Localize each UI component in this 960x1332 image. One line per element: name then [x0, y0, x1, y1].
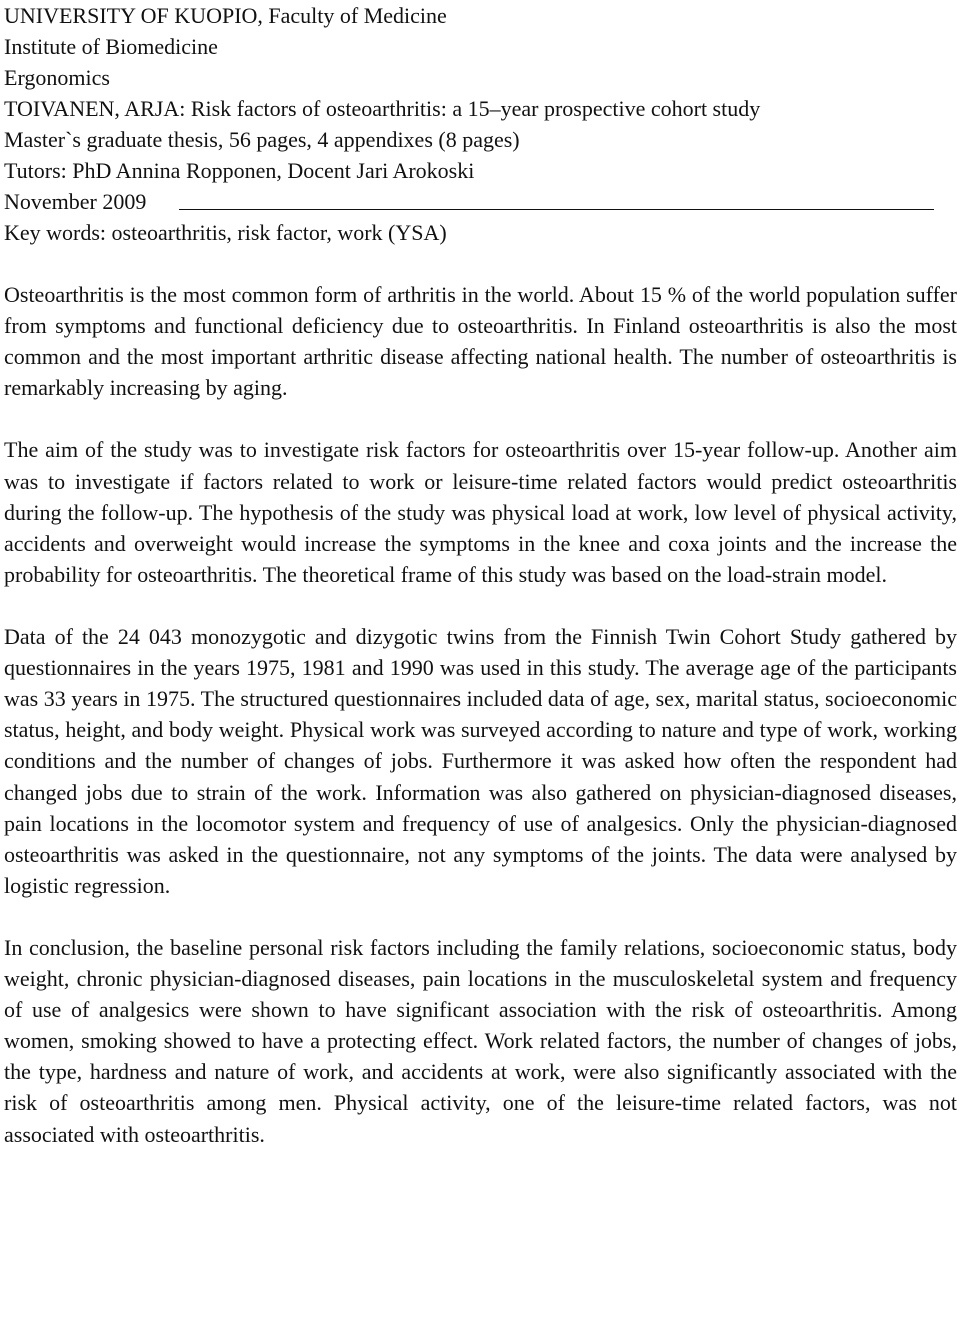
institute-line: Institute of Biomedicine — [4, 34, 218, 59]
abstract-paragraph-4: In conclusion, the baseline personal risk factors including the family relations, socioeconomic status, body weight, chronic physician-diagnosed diseases, pain locations in the musculoskeletal system and frequency of use of analgesics were shown to have significant association with the risk of osteoarthritis. Among women, smoking showed to have a protecting effect. Work related factors, the number of changes of jobs, the type, hardness and nature of work, and accidents at work, were also significantly associated with the risk of osteoarthritis among men. Physical activity, one of the leisure-time related factors, was not associated with osteoarthritis. — [4, 934, 957, 1147]
subject-line: Ergonomics — [4, 65, 110, 90]
thesis-info-line: Master`s graduate thesis, 56 pages, 4 appendixes (8 pages) — [4, 127, 520, 152]
tutors-line: Tutors: PhD Annina Ropponen, Docent Jari Arokoski — [4, 158, 475, 183]
university-line: UNIVERSITY OF KUOPIO, Faculty of Medicine — [4, 3, 447, 28]
keywords-line: Key words: osteoarthritis, risk factor, work (YSA) — [4, 220, 447, 245]
date-text: November 2009 — [4, 189, 147, 214]
abstract-paragraph-2: The aim of the study was to investigate risk factors for osteoarthritis over 15-year follow-up. Another aim was to investigate if factors related to work or leisure-time related factors would predict osteoarthritis during the follow-up. The hypothesis of the study was physical load at work, low level of physical activity, accidents and overweight would increase the symptoms in the knee and coxa joints and the increase the probability for osteoarthritis. The theoretical frame of this study was based on the load-strain model. — [4, 437, 957, 587]
date-underline — [179, 209, 934, 210]
abstract-body — [4, 279, 957, 1150]
thesis-header — [4, 0, 957, 248]
abstract-paragraph-3: Data of the 24 043 monozygotic and dizygotic twins from the Finnish Twin Cohort Study gathered by questionnaires in the years 1975, 1981 and 1990 was used in this study. The average age of the participants was 33 years in 1975. The structured questionnaires included data of age, sex, marital status, socioeconomic status, height, and body weight. Physical work was surveyed according to nature and type of work, working conditions and the number of changes of jobs. Furthermore it was asked how often the respondent had changed jobs due to strain of the work. Information was also gathered on physician-diagnosed diseases, pain locations in the locomotor system and frequency of use of analgesics. Only the physician-diagnosed osteoarthritis was asked in the questionnaire, not any symptoms of the joints. The data were analysed by logistic regression. — [4, 624, 957, 898]
abstract-paragraph-1: Osteoarthritis is the most common form of arthritis in the world. About 15 % of the world population suffer from symptoms and functional deficiency due to osteoarthritis. In Finland osteoarthritis is also the most common and the most important arthritic disease affecting national health. The number of osteoarthritis is remarkably increasing by aging. — [4, 282, 957, 401]
author-title-line: TOIVANEN, ARJA: Risk factors of osteoarthritis: a 15–year prospective cohort study — [4, 96, 761, 121]
date-line — [4, 186, 934, 217]
